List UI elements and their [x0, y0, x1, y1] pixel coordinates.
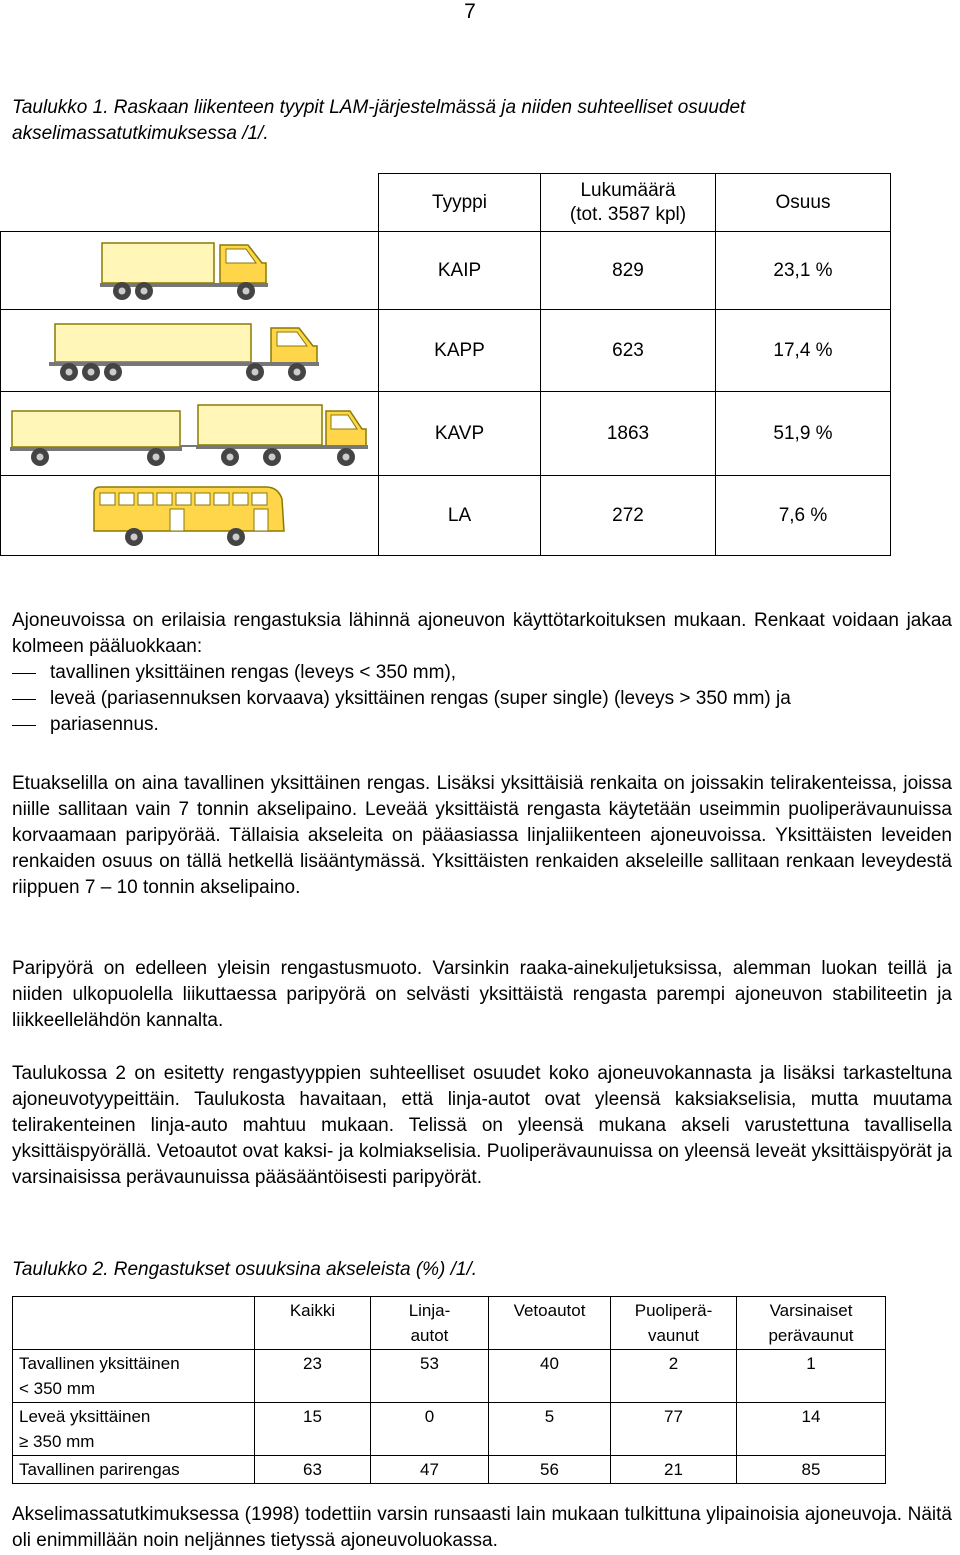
row-label-line1: Leveä yksittäinen	[19, 1407, 151, 1426]
header-count-line1: Lukumäärä	[580, 179, 676, 201]
bullet-text: pariasennus.	[50, 714, 159, 735]
row-share: 7,6 %	[716, 476, 891, 556]
row-type: KAIP	[379, 232, 541, 310]
page-number: 7	[464, 0, 476, 23]
vehicle-image-cell	[1, 392, 379, 476]
header-line1: Puoliperä-	[634, 1301, 713, 1320]
row-share: 51,9 %	[716, 392, 891, 476]
header-count	[541, 174, 716, 232]
table-row	[13, 1456, 886, 1484]
vehicle-image-cell	[1, 310, 379, 392]
paragraph-text: Etuakselilla on aina tavallinen yksittäinen rengas. Lisäksi yksittäisiä renkaita on joissakin telirakenteissa, joissa niille sallitaan vain 7 tonnin akselipaino. Leveää yksittäistä rengasta käytetään useimmin puoliperävaunuissa korvaamaan paripyörää. Tällaisia akseleita on pääasiassa linjaliikenteen ajoneuvoissa. Yksittäisten leveiden renkaiden osuus on tällä hetkellä lisääntymässä. Yksittäisten renkaiden akseleille sallitaan renkaan leveydestä riippuen 7 – 10 tonnin akselipaino.	[12, 773, 952, 898]
row-share: 23,1 %	[716, 232, 891, 310]
row-label	[13, 1456, 255, 1484]
header-cell	[489, 1297, 611, 1350]
bullet-text: leveä (pariasennuksen korvaava) yksittäinen rengas (super single) (leveys > 350 mm) ja	[50, 688, 791, 709]
table2-header-row	[13, 1297, 886, 1350]
value-cell: 0	[371, 1403, 489, 1456]
paragraph-overweight	[12, 1502, 952, 1554]
paragraph-front-axle	[12, 771, 952, 901]
header-line2: perävaunut	[768, 1326, 854, 1345]
table1-row	[1, 310, 891, 392]
value-cell: 15	[255, 1403, 371, 1456]
header-cell	[371, 1297, 489, 1350]
value-cell: 77	[611, 1403, 737, 1456]
header-cell	[255, 1297, 371, 1350]
truck-icon	[100, 239, 280, 303]
empty-cell	[1, 174, 379, 232]
header-cell	[737, 1297, 886, 1350]
paragraph-tire-types	[12, 608, 952, 738]
header-share: Osuus	[716, 174, 891, 232]
value-cell: 40	[489, 1350, 611, 1403]
empty-cell	[13, 1297, 255, 1350]
row-type: KAPP	[379, 310, 541, 392]
paragraph-table2-intro	[12, 1061, 952, 1191]
value-cell: 63	[255, 1456, 371, 1484]
value-cell: 47	[371, 1456, 489, 1484]
tire-share-table	[12, 1296, 886, 1484]
value-cell: 85	[737, 1456, 886, 1484]
header-line2: vaunut	[647, 1326, 700, 1345]
header-line1: Kaikki	[289, 1301, 336, 1320]
dash-bullet-icon	[12, 699, 36, 700]
table1-caption-line2: akselimassatutkimuksessa /1/.	[12, 123, 269, 144]
truck-full-trailer-icon	[10, 399, 370, 469]
vehicle-type-table	[0, 173, 891, 556]
table1-caption-line1: Taulukko 1. Raskaan liikenteen tyypit LAM-järjestelmässä ja niiden suhteelliset osuudet	[12, 97, 746, 118]
row-count: 1863	[541, 392, 716, 476]
header-line1: Linja-	[408, 1301, 451, 1320]
bullet-item	[12, 712, 952, 738]
row-label-line1: Tavallinen yksittäinen	[19, 1354, 180, 1373]
row-label	[13, 1350, 255, 1403]
table1-row	[1, 392, 891, 476]
value-cell: 5	[489, 1403, 611, 1456]
table-row	[13, 1403, 886, 1456]
value-cell: 2	[611, 1350, 737, 1403]
value-cell: 23	[255, 1350, 371, 1403]
table1-row	[1, 476, 891, 556]
header-line2: autot	[410, 1326, 449, 1345]
paragraph-text: Akselimassatutkimuksessa (1998) todettiin varsin runsaasti lain mukaan tulkittuna ylipainoisia ajoneuvoja. Näitä oli enimmillään noin neljännes tietyssä ajoneuvoluokassa.	[12, 1504, 952, 1551]
table1-header-row	[1, 174, 891, 232]
dash-bullet-icon	[12, 673, 36, 674]
paragraph-text: Ajoneuvoissa on erilaisia rengastuksia lähinnä ajoneuvon käyttötarkoituksen mukaan. Renkaat voidaan jakaa kolmeen pääluokkaan:	[12, 610, 952, 657]
paragraph-dual-wheels	[12, 956, 952, 1034]
row-type: KAVP	[379, 392, 541, 476]
value-cell: 56	[489, 1456, 611, 1484]
vehicle-image-cell	[1, 232, 379, 310]
table-row	[13, 1350, 886, 1403]
row-label	[13, 1403, 255, 1456]
bus-icon	[90, 483, 290, 549]
header-line1: Varsinaiset	[769, 1301, 853, 1320]
row-count: 272	[541, 476, 716, 556]
row-share: 17,4 %	[716, 310, 891, 392]
value-cell: 21	[611, 1456, 737, 1484]
table2-caption: Taulukko 2. Rengastukset osuuksina akseleista (%) /1/.	[12, 1259, 478, 1280]
paragraph-text: Taulukossa 2 on esitetty rengastyyppien suhteelliset osuudet koko ajoneuvokannasta ja lisäksi tarkasteltuna ajoneuvotyypeittäin. Taulukosta havaitaan, että linja-autot ovat yleensä kaksiakselisia, mutta muutama telirakenteinen linja-auto mahtuu mukaan. Telissä on yleensä mukana akseli varustettuna tavallisella yksittäispyörällä. Vetoautot ovat kaksi- ja kolmiakselisia. Puoliperävaunuissa on yleensä leveät yksittäispyörät ja varsinaisissa perävaunuissa pääsääntöisesti paripyörät.	[12, 1063, 952, 1188]
row-count: 829	[541, 232, 716, 310]
value-cell: 14	[737, 1403, 886, 1456]
row-count: 623	[541, 310, 716, 392]
bullet-item	[12, 660, 952, 686]
value-cell: 53	[371, 1350, 489, 1403]
dash-bullet-icon	[12, 725, 36, 726]
row-label-line2: < 350 mm	[19, 1379, 96, 1398]
header-count-line2: (tot. 3587 kpl)	[569, 203, 687, 225]
row-label-line2: ≥ 350 mm	[19, 1432, 95, 1451]
header-type: Tyyppi	[379, 174, 541, 232]
row-type: LA	[379, 476, 541, 556]
bullet-item	[12, 686, 952, 712]
value-cell: 1	[737, 1350, 886, 1403]
paragraph-text: Paripyörä on edelleen yleisin rengastusmuoto. Varsinkin raaka-ainekuljetuksissa, alemman luokan teillä ja niiden ulkopuolella liikuttaessa paripyörä on selvästi yksittäistä rengasta parempi ajoneuvon stabiliteetin ja liikkeellelähdön kannalta.	[12, 958, 952, 1031]
row-label-line1: Tavallinen parirengas	[19, 1460, 180, 1479]
bullet-text: tavallinen yksittäinen rengas (leveys < 350 mm),	[50, 662, 457, 683]
truck-trailer-icon	[45, 318, 335, 384]
table1-caption	[12, 95, 942, 147]
header-line1: Vetoautot	[513, 1301, 586, 1320]
table1-row	[1, 232, 891, 310]
header-cell	[611, 1297, 737, 1350]
vehicle-image-cell	[1, 476, 379, 556]
